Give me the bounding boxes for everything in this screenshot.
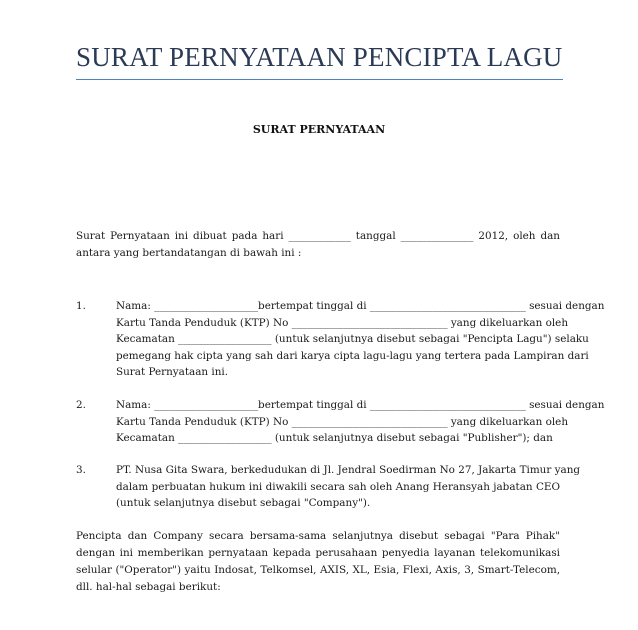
item-body xyxy=(116,397,605,447)
item-line: Surat Pernyataan ini. xyxy=(116,366,229,378)
party-item-1 xyxy=(76,298,605,381)
document-subheading: SURAT PERNYATAAN xyxy=(252,123,386,136)
item-number: 3. xyxy=(76,464,86,476)
item-line: Kartu Tanda Penduduk (KTP) No ______________________________ yang dikeluarkan oleh xyxy=(116,316,569,329)
item-body xyxy=(116,462,581,512)
item-number: 2. xyxy=(76,399,86,411)
item-line: (untuk selanjutnya disebut sebagai "Company"). xyxy=(116,497,371,509)
item-line: PT. Nusa Gita Swara, berkedudukan di Jl. Jendral Soedirman No 27, Jakarta Timur yang xyxy=(116,464,581,476)
party-item-3 xyxy=(76,462,581,512)
item-body xyxy=(116,298,605,381)
item-line: dalam perbuatan hukum ini diwakili secara sah oleh Anang Heransyah jabatan CEO xyxy=(116,480,560,493)
party-item-2 xyxy=(76,397,605,447)
item-number: 1. xyxy=(76,300,86,312)
closing-paragraph: Pencipta dan Company secara bersama-sama selanjutnya disebut sebagai "Para Pihak" dengan ini memberikan pernyataan kepada perusahaan penyedia layanan telekomunikasi selular ("Operator") yaitu Indosat, Telkomsel, AXIS, XL, Esia, Flexi, Axis, 3, Smart-Telecom, dll. hal-hal sebagai berikut: xyxy=(76,530,560,593)
heading-underline xyxy=(76,79,563,80)
item-line: Kartu Tanda Penduduk (KTP) No ______________________________ yang dikeluarkan oleh xyxy=(116,415,569,428)
document-heading: SURAT PERNYATAAN PENCIPTA LAGU xyxy=(76,42,563,72)
intro-paragraph: Surat Pernyataan ini dibuat pada hari ____________ tanggal ______________ 2012, oleh dan antara yang bertandatangan di bawah ini : xyxy=(76,230,560,259)
item-line: Nama: ____________________bertempat tinggal di ______________________________ sesuai dengan xyxy=(116,300,605,312)
item-line: Kecamatan __________________ (untuk selanjutnya disebut sebagai "Publisher"); dan xyxy=(116,432,553,444)
item-line: Kecamatan __________________ (untuk selanjutnya disebut sebagai "Pencipta Lagu") selaku xyxy=(116,333,589,345)
item-line: Nama: ____________________bertempat tinggal di ______________________________ sesuai dengan xyxy=(116,399,605,411)
item-line: pemegang hak cipta yang sah dari karya cipta lagu-lagu yang tertera pada Lampiran dari xyxy=(116,349,589,362)
